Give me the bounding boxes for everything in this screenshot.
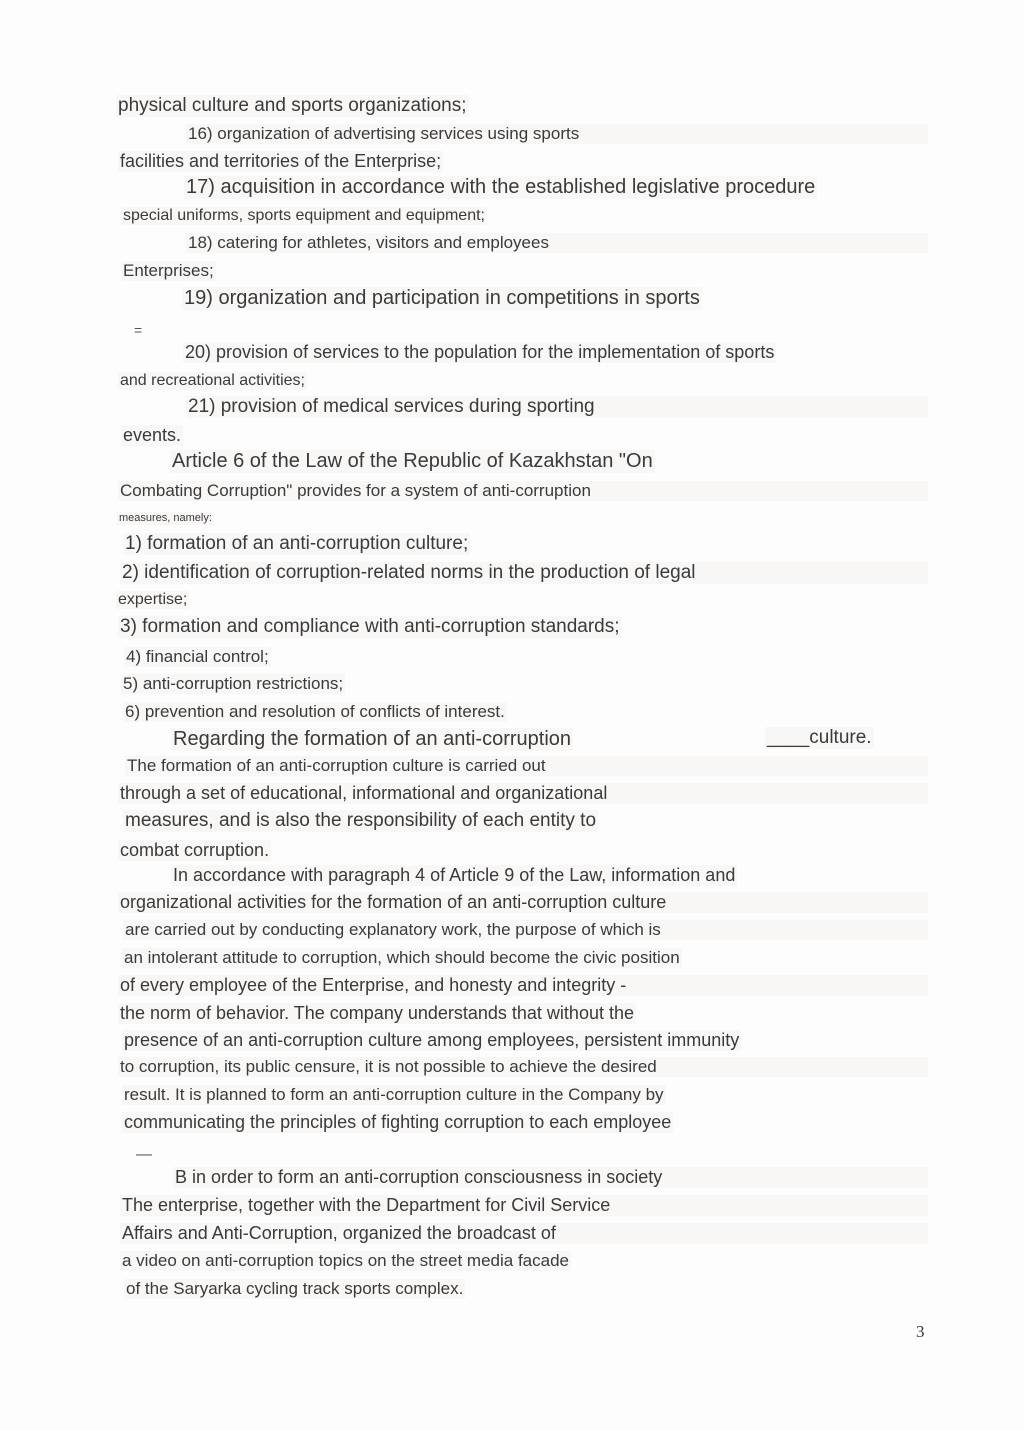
measure-item-5: 5) anti-corruption restrictions;: [123, 674, 344, 693]
measure-item-2: 2) identification of corruption-related norms in the production of legal: [120, 562, 928, 584]
list-item-19: 19) organization and participation in competitions in sports: [184, 287, 700, 309]
text-line: and recreational activities;: [120, 372, 305, 389]
text-line: measures, and is also the responsibility of each entity to: [125, 810, 597, 831]
text-line: are carried out by conducting explanatory work, the purpose of which is: [123, 920, 928, 940]
text-line: Enterprises;: [123, 261, 214, 280]
text-line: through a set of educational, informational and organizational: [118, 783, 928, 804]
list-item-20: 20) provision of services to the population for the implementation of sports: [185, 342, 775, 362]
text-line: communicating the principles of fighting corruption to each employee: [124, 1112, 672, 1132]
text-line: to corruption, its public censure, it is not possible to achieve the desired: [118, 1057, 928, 1077]
measure-item-3: 3) formation and compliance with anti-corruption standards;: [120, 616, 620, 637]
text-line: Combating Corruption" provides for a system of anti-corruption: [118, 481, 928, 501]
measure-item-6: 6) prevention and resolution of conflicts of interest.: [125, 702, 505, 721]
section-heading-end: ____culture.: [767, 727, 872, 748]
text-line: facilities and territories of the Enterprise;: [120, 151, 442, 171]
scan-artifact: =: [134, 322, 143, 338]
text-line: In accordance with paragraph 4 of Article 9 of the Law, information and: [173, 865, 736, 885]
measure-item-1: 1) formation of an anti-corruption culture;: [125, 533, 469, 554]
text-line: events.: [123, 425, 182, 445]
page-number: 3: [916, 1322, 925, 1341]
text-line: combat corruption.: [120, 840, 270, 860]
section-heading: Regarding the formation of an anti-corruption: [173, 728, 572, 750]
text-line: The formation of an anti-corruption culture is carried out: [125, 756, 928, 776]
text-line: organizational activities for the formation of an anti-corruption culture: [118, 892, 928, 913]
list-item-16: 16) organization of advertising services using sports: [186, 124, 928, 144]
text-line: special uniforms, sports equipment and equipment;: [123, 207, 485, 224]
text-line: the norm of behavior. The company understands that without the: [120, 1003, 634, 1023]
text-line: result. It is planned to form an anti-corruption culture in the Company by: [124, 1085, 664, 1104]
paragraph-heading: Article 6 of the Law of the Republic of Kazakhstan "On: [172, 450, 653, 472]
text-line: The enterprise, together with the Department for Civil Service: [120, 1195, 928, 1216]
text-line: presence of an anti-corruption culture among employees, persistent immunity: [124, 1030, 740, 1050]
text-line: of every employee of the Enterprise, and honesty and integrity -: [118, 975, 928, 996]
list-item-18: 18) catering for athletes, visitors and employees: [186, 233, 928, 253]
text-line: physical culture and sports organizations;: [118, 95, 467, 116]
text-line: of the Saryarka cycling track sports complex.: [126, 1279, 464, 1298]
text-line: B in order to form an anti-corruption consciousness in society: [173, 1167, 928, 1188]
text-line: measures, namely:: [119, 512, 212, 524]
text-line: Affairs and Anti-Corruption, organized the broadcast of: [120, 1223, 928, 1244]
text-line: an intolerant attitude to corruption, which should become the civic position: [124, 948, 680, 967]
list-item-21: 21) provision of medical services during sporting: [186, 396, 928, 418]
scan-artifact: —: [136, 1146, 152, 1163]
measure-item-4: 4) financial control;: [126, 647, 269, 666]
list-item-17: 17) acquisition in accordance with the established legislative procedure: [186, 176, 816, 198]
text-line: expertise;: [118, 591, 188, 608]
text-line: a video on anti-corruption topics on the street media facade: [122, 1251, 569, 1270]
